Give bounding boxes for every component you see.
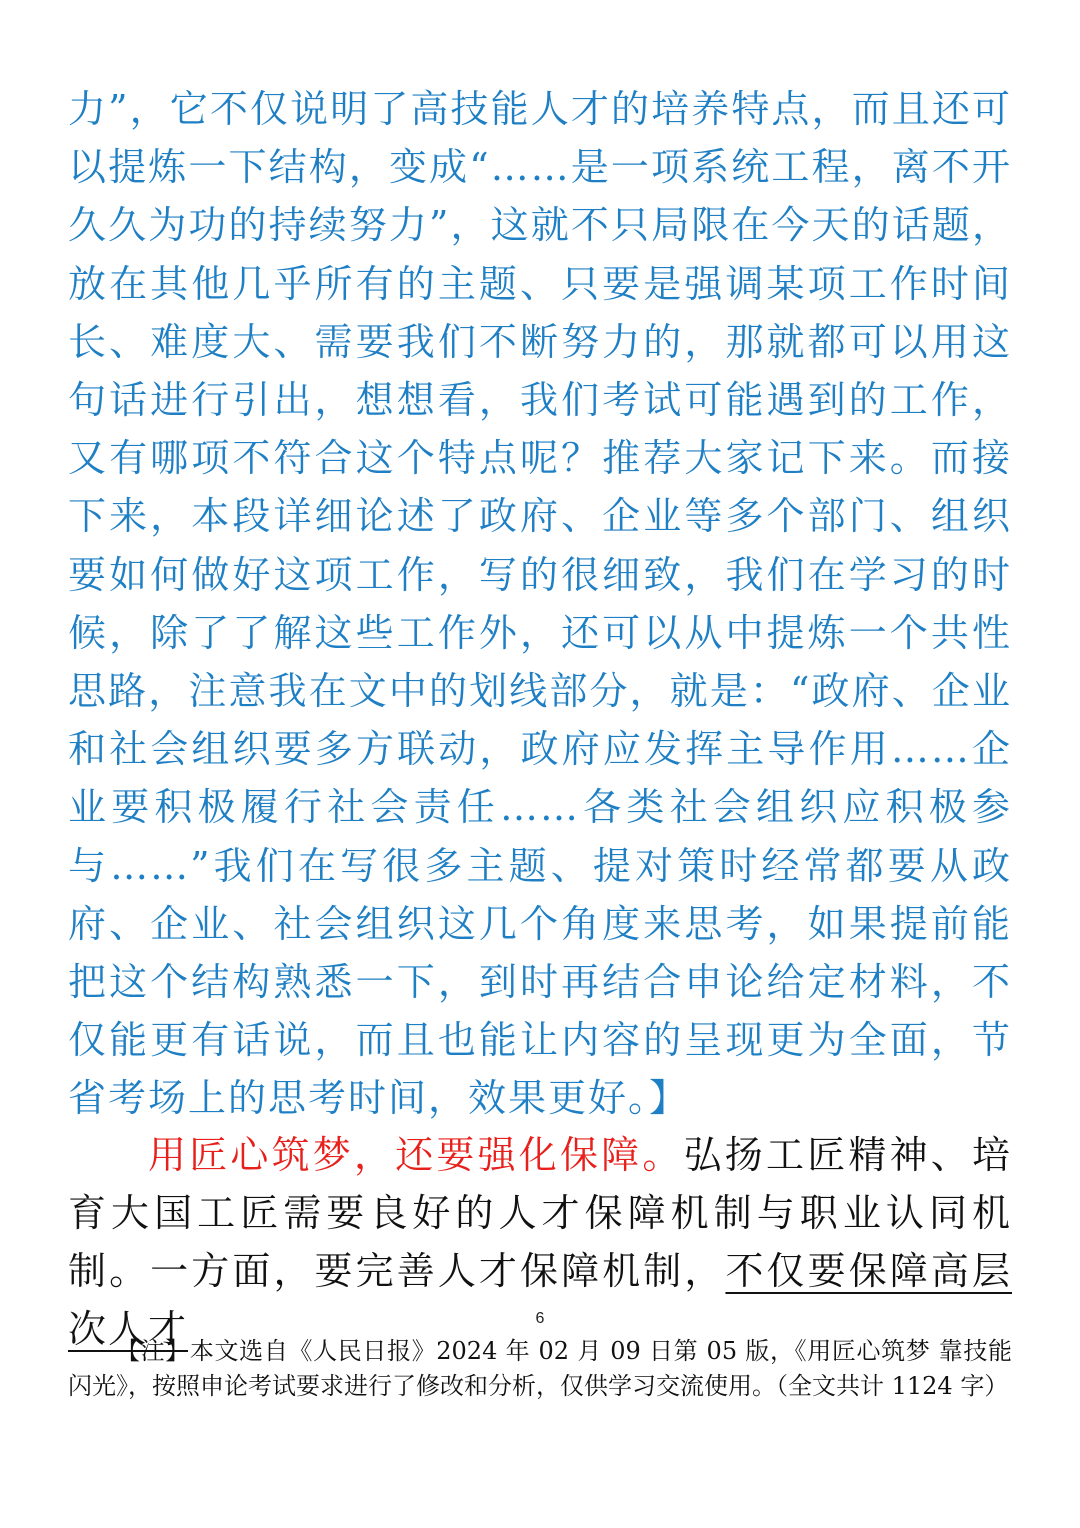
- underlined-key-sentence: 不仅要保障高层次人才: [68, 1249, 1012, 1351]
- source-footnote: 【注】本文选自《人民日报》2024 年 02 月 09 日第 05 版，《用匠心筑梦 靠技能闪光》，按照申论考试要求进行了修改和分析，仅供学习交流使用。（全文共计 1124 字）: [68, 1337, 1012, 1400]
- section-heading: 用匠心筑梦，还要强化保障。: [148, 1133, 684, 1177]
- page-number: 6: [535, 1310, 545, 1327]
- paragraph-text: 弘扬工匠精神、培育大国工匠需要良好的人才保障机制与职业认同机制。一方面，要完善人才保障机制，: [68, 1133, 1012, 1293]
- analysis-commentary: 力”，它不仅说明了高技能人才的培养特点，而且还可以提炼一下结构，变成“……是一项系统工程，离不开久久为功的持续努力”，这就不只局限在今天的话题，放在其他几乎所有的主题、只要是强调某项工作时间长、难度大、需要我们不断努力的，那就都可以用这句话进行引出，想想看，我们考试可能遇到的工作，又有哪项不符合这个特点呢？推荐大家记下来。而接下来，本段详细论述了政府、企业等多个部门、组织要如何做好这项工作，写的很细致，我们在学习的时候，除了了解这些工作外，还可以从中提炼一个共性思路，注意我在文中的划线部分，就是：“政府、企业和社会组织要多方联动，政府应发挥主导作用……企业要积极履行社会责任……各类社会组织应积极参与……”我们在写很多主题、提对策时经常都要从政府、企业、社会组织这几个角度来思考，如果提前能把这个结构熟悉一下，到时再结合申论给定材料，不仅能更有话说，而且也能让内容的呈现更为全面，节省考场上的思考时间，效果更好。】: [68, 87, 1012, 1121]
